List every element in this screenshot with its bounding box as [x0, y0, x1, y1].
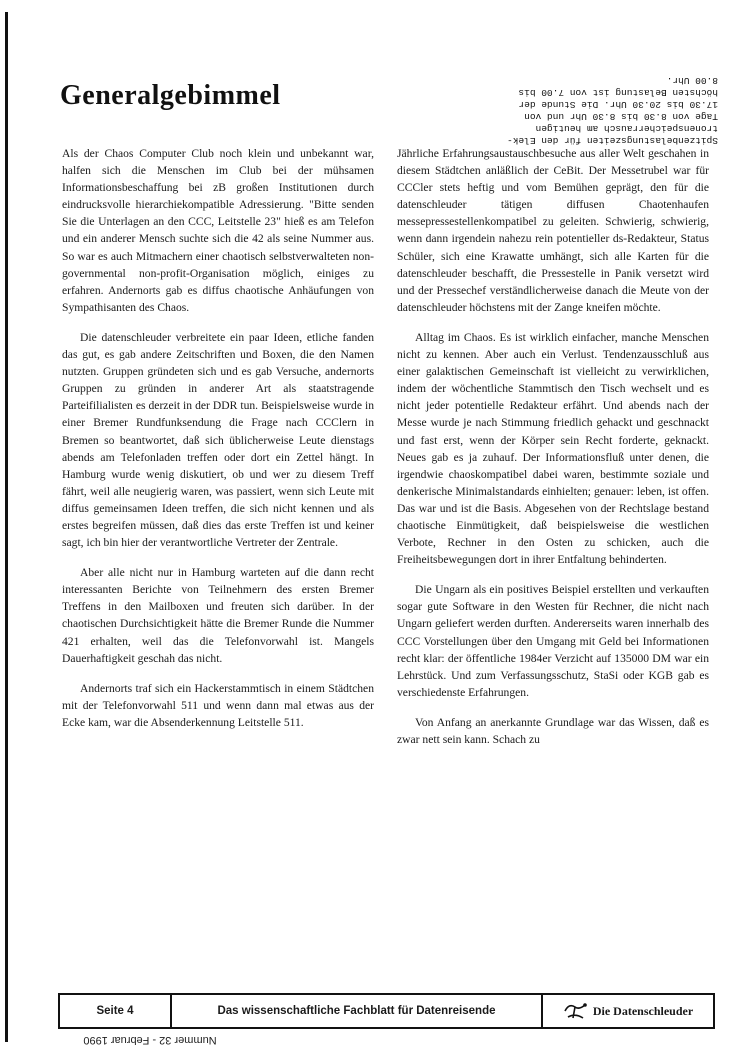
right-column	[397, 145, 709, 761]
datenschleuder-logo-icon	[563, 1001, 589, 1021]
rotated-notice-box	[478, 48, 718, 146]
notice-line: tronenspeicherrausch am heutigen	[535, 123, 718, 134]
article-title: Generalgebimmel	[60, 80, 281, 111]
paragraph: Die Ungarn als ein positives Beispiel erstellten und verkauften sogar gute Software in den Westen für Rechner, die nicht nach Ungarn geliefert werden durften. Andererseits waren innerhalb des CCC Vorstellungen über den Umgang mit Geld bei Informationen recht klar: der öffentliche 1984er Verzicht auf 135000 DM war ein Lehrstück. Und zum Verfassungsschutz, StaSi oder KGB gab es verschiedenste Erfahrungen.	[397, 583, 709, 699]
paragraph: Jährliche Erfahrungsaustauschbesuche aus aller Welt geschahen in diesem Städtchen anläßlich der CeBit. Der Messetrubel war für CCCler stets heftig und vom Bemühen geprägt, den für die datenschleuder tätigen diffusen Chaotenhaufen messepressestellenkompatibel zu geleiten. Schwierig, schwierig, wenn dann irgendein nahezu rein potentieller ds-Redakteur, Status Schüler, sich eine Krawatte umhängt, sich alle Karten für die datenschleuder beschafft, die Pressestelle in Panik versetzt wird und der Pressechef verständlicherweise danach die Meute von der datenschleuder höchstens mit der Zange kneifen möchte.	[397, 147, 709, 314]
paragraph: Andernorts traf sich ein Hackerstammtisch in einem Städtchen mit der Telefonvorwahl 511 und wenn dann mal etwas aus der Ecke kam, war die Absenderkennung Leitstelle 511.	[62, 681, 374, 729]
paragraph: Alltag im Chaos. Es ist wirklich einfacher, manche Menschen nicht zu kennen. Aber auch ein Verlust. Tendenzausschluß aus einer galaktischen Gemeinschaft ist vielleicht zu verwirklichen, indem der wöchentliche Stammtisch den Tisch wechselt und es nicht jeder potentielle Redakteur erfährt. Und abends nach der Messe wurde je nach Stimmung friedlich gehackt und geschnackt und fast erst, wenn der Körper sein Recht forderte, geknackt. Neues gab es ja zuhauf. Der Informationsfluß unter denen, die irgendwie chaoskompatibel dabei waren, bestimmte soziale und denkerische Minimalstandards einhielten; genauer: leben, ist offen. Das war und ist die Basis. Abgesehen von der Rechtslage bestand chaotische Einmütigkeit, daß beispielsweise die westlichen Verbote, Rechner in den Osten zu schicken, auch die Freiheitsbewegungen dort in ihrer Entfaltung behinderten.	[397, 330, 709, 567]
issue-line: Nummer 32 - Februar 1990	[83, 1034, 217, 1046]
brand-name: Die Datenschleuder	[592, 1003, 694, 1018]
paragraph: Von Anfang an anerkannte Grundlage war das Wissen, daß es zwar nett sein kann. Schach zu	[397, 715, 709, 746]
paragraph: Die datenschleuder verbreitete ein paar Ideen, etliche fanden das gut, es gab andere Zeitschriften und Boxen, die den Namen nutzten. Gruppen gründeten sich und es gab Versuche, andernorts Gruppen zu gründen in anderer Art als staatstragende Parteifilialisten es derzeit in der DDR tun. Beispielsweise wurde in einer Bremer Rundfunksendung die Frage nach CCClern in Bremen so beantwortet, daß sich üblicherweise Leute dienstags abends am Telefonladen treffen oder dort ein Zettel hängt. In Hamburg wurde wenig diskutiert, ob und wer zu diesem Treff fährt, weil alle neugierig waren, was passiert, wenn sich Leute mit diffus gemeinsamen Ideen treffen, die sich nicht kennen und als erstes begreifen müssen, daß dies das erste Treffen ist und keiner sagt, ich bin hier der verantwortliche Vertreter der Zentrale.	[62, 330, 374, 550]
footer-tagline: Das wissenschaftliche Fachblatt für Datenreisende	[172, 995, 543, 1027]
paragraph: Aber alle nicht nur in Hamburg warteten auf die dann recht interessanten Berichte von Teilnehmern des ersten Bremer Treffens in den Mailboxen und freuten sich darüber. In der chaotischen Durchsichtigkeit hätte die Bremer Runde die Nummer 421 erhalten, weil das die Telefonvorwahl ist. Mangels Dauerhaftigkeit geschah das nicht.	[62, 566, 374, 665]
left-column	[62, 145, 374, 744]
paragraph: Als der Chaos Computer Club noch klein und unbekannt war, halfen sich die Menschen im Club bei der mühsamen Informationsbeschaffung bei zB großen Institutionen durch eindrucksvolle hierarchiekompatible Adressierung. "Bitte senden Sie die Unterlagen an den CCC, Leitstelle 23" hieß es am Telefon und ein anderer Mensch suchte sich die 42 als seine Nummer aus. So war es auch Mitmachern einer chaotisch selbstverwalteten non-governmental non-profit-Organisation möglich, einiges zu erfahren. Andernorts gab es diffus chaotische Anhäufungen von Sympathisanten des Chaos.	[62, 147, 374, 314]
footer-brand	[543, 995, 713, 1027]
notice-line: höchsten Belastung ist von 7.00 bis	[518, 87, 718, 98]
notice-line: 17.30 bis 20.30 Uhr. Die Stunde der	[518, 99, 718, 110]
page-footer	[58, 993, 715, 1029]
notice-line: Spitzenbelastungszeiten für den Elek-	[507, 135, 718, 146]
notice-line: 8.00 Uhr.	[666, 75, 718, 86]
page-number: Seite 4	[60, 995, 172, 1027]
notice-line: Tage von 8.30 bis 8.30 Uhr und von	[524, 111, 718, 122]
left-margin-rule	[5, 12, 8, 1042]
